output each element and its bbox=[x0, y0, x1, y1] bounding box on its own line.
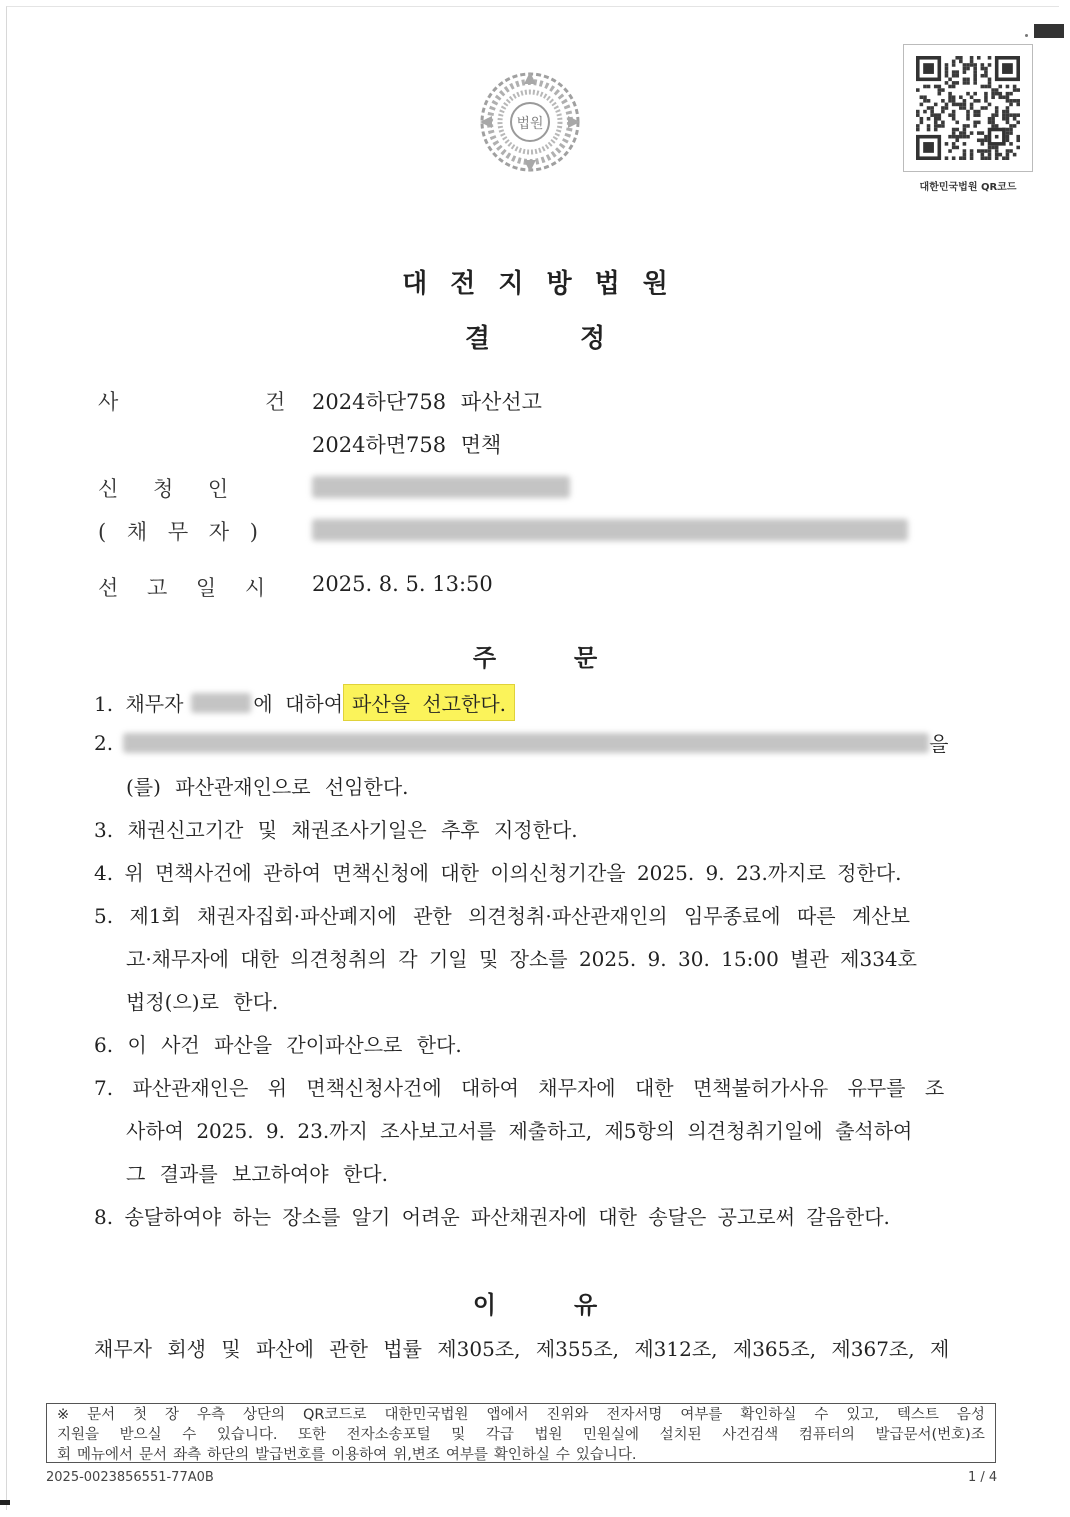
order-item-7-cont-1: 사하여 2025. 9. 23.까지 조사보고서를 제출하고, 제5항의 의견청취기일에 출석하여 bbox=[126, 1119, 913, 1143]
announce-label: 선 고 일 시 bbox=[98, 576, 277, 600]
redacted-trustee-info bbox=[123, 733, 929, 753]
scan-corner-mark bbox=[1034, 24, 1064, 38]
redacted-applicant bbox=[312, 476, 570, 498]
order-item-7: 7. 파산관재인은 위 면책신청사건에 대하여 채무자에 대한 면책불허가사유 유무를 조 bbox=[94, 1076, 945, 1100]
notice-line-3: 회 메뉴에서 문서 좌측 하단의 발급번호를 이용하여 위,변조 여부를 확인하실 수 있습니다. bbox=[57, 1447, 637, 1463]
court-name: 대전지방법원 bbox=[402, 269, 691, 299]
order-item-2-suffix: 을 bbox=[929, 732, 949, 756]
debtor-label: ( 채 무 자 ) bbox=[98, 520, 265, 544]
reason-heading: 이유 bbox=[472, 1290, 676, 1319]
order-item-2-number: 2. bbox=[94, 730, 114, 755]
notice-line-2: 지원을 받으실 수 있습니다. 또한 전자소송포털 및 각급 법원 민원실에 설치된 사건검색 컴퓨터의 발급문서(번호)조 bbox=[57, 1427, 985, 1443]
case-line-1: 2024하단758 파산선고 bbox=[312, 390, 542, 414]
document-type: 결정 bbox=[464, 324, 696, 354]
notice-line-1: ※ 문서 첫 장 우측 상단의 QR코드로 대한민국법원 앱에서 진위와 전자서명 여부를 확인하실 수 있고, 텍스트 음성 bbox=[57, 1407, 985, 1423]
order-item-5-cont-1: 고·채무자에 대한 의견청취의 각 기일 및 장소를 2025. 9. 30. 15:00 별관 제334호 bbox=[126, 947, 917, 971]
court-seal-emblem bbox=[478, 70, 582, 174]
announce-datetime: 2025. 8. 5. 13:50 bbox=[312, 572, 493, 596]
order-item-4: 4. 위 면책사건에 관하여 면책신청에 대한 이의신청기간을 2025. 9. 23.까지로 정한다. bbox=[94, 861, 902, 885]
order-item-3: 3. 채권신고기간 및 채권조사기일은 추후 지정한다. bbox=[94, 818, 578, 842]
order-item-2-cont: (를) 파산관재인으로 선임한다. bbox=[126, 775, 409, 799]
redacted-debtor-address bbox=[312, 519, 908, 541]
applicant-label: 신 청 인 bbox=[98, 477, 243, 501]
order-item-1-mid: 에 대하여 bbox=[253, 692, 344, 716]
seal-text: 법원 bbox=[516, 116, 544, 132]
order-item-6: 6. 이 사건 파산을 간이파산으로 한다. bbox=[94, 1033, 462, 1057]
order-item-2 bbox=[94, 728, 958, 757]
case-label: 사 건 bbox=[98, 390, 356, 414]
qr-caption: 대한민국법원 QR코드 bbox=[919, 182, 1017, 193]
redacted-debtor-name bbox=[191, 693, 251, 713]
qr-code[interactable] bbox=[903, 44, 1033, 172]
order-item-7-cont-2: 그 결과를 보고하여야 한다. bbox=[126, 1162, 388, 1186]
order-item-1 bbox=[94, 684, 515, 721]
order-item-1-highlight: 파산을 선고한다. bbox=[343, 684, 515, 721]
case-line-2: 2024하면758 면책 bbox=[312, 433, 502, 457]
order-item-1-prefix: 1. 채무자 bbox=[94, 692, 184, 716]
qr-code-icon bbox=[904, 45, 1032, 171]
scan-edge-mark bbox=[0, 1500, 10, 1505]
issuance-number: 2025-0023856551-77A0B bbox=[46, 1470, 214, 1485]
page-number: 1 / 4 bbox=[968, 1470, 998, 1485]
reason-line-1: 채무자 회생 및 파산에 관한 법률 제305조, 제355조, 제312조, 제365조, 제367조, 제 bbox=[94, 1337, 950, 1361]
order-heading: 주문 bbox=[472, 643, 676, 672]
scan-dot bbox=[1025, 34, 1028, 37]
order-item-5: 5. 제1회 채권자집회·파산폐지에 관한 의견청취·파산관재인의 임무종료에 따른 계산보 bbox=[94, 904, 910, 928]
order-item-5-cont-2: 법정(으)로 한다. bbox=[126, 990, 279, 1014]
order-item-8: 8. 송달하여야 하는 장소를 알기 어려운 파산채권자에 대한 송달은 공고로써 갈음한다. bbox=[94, 1205, 890, 1229]
court-seal-icon bbox=[478, 70, 582, 174]
verification-notice bbox=[46, 1403, 996, 1463]
